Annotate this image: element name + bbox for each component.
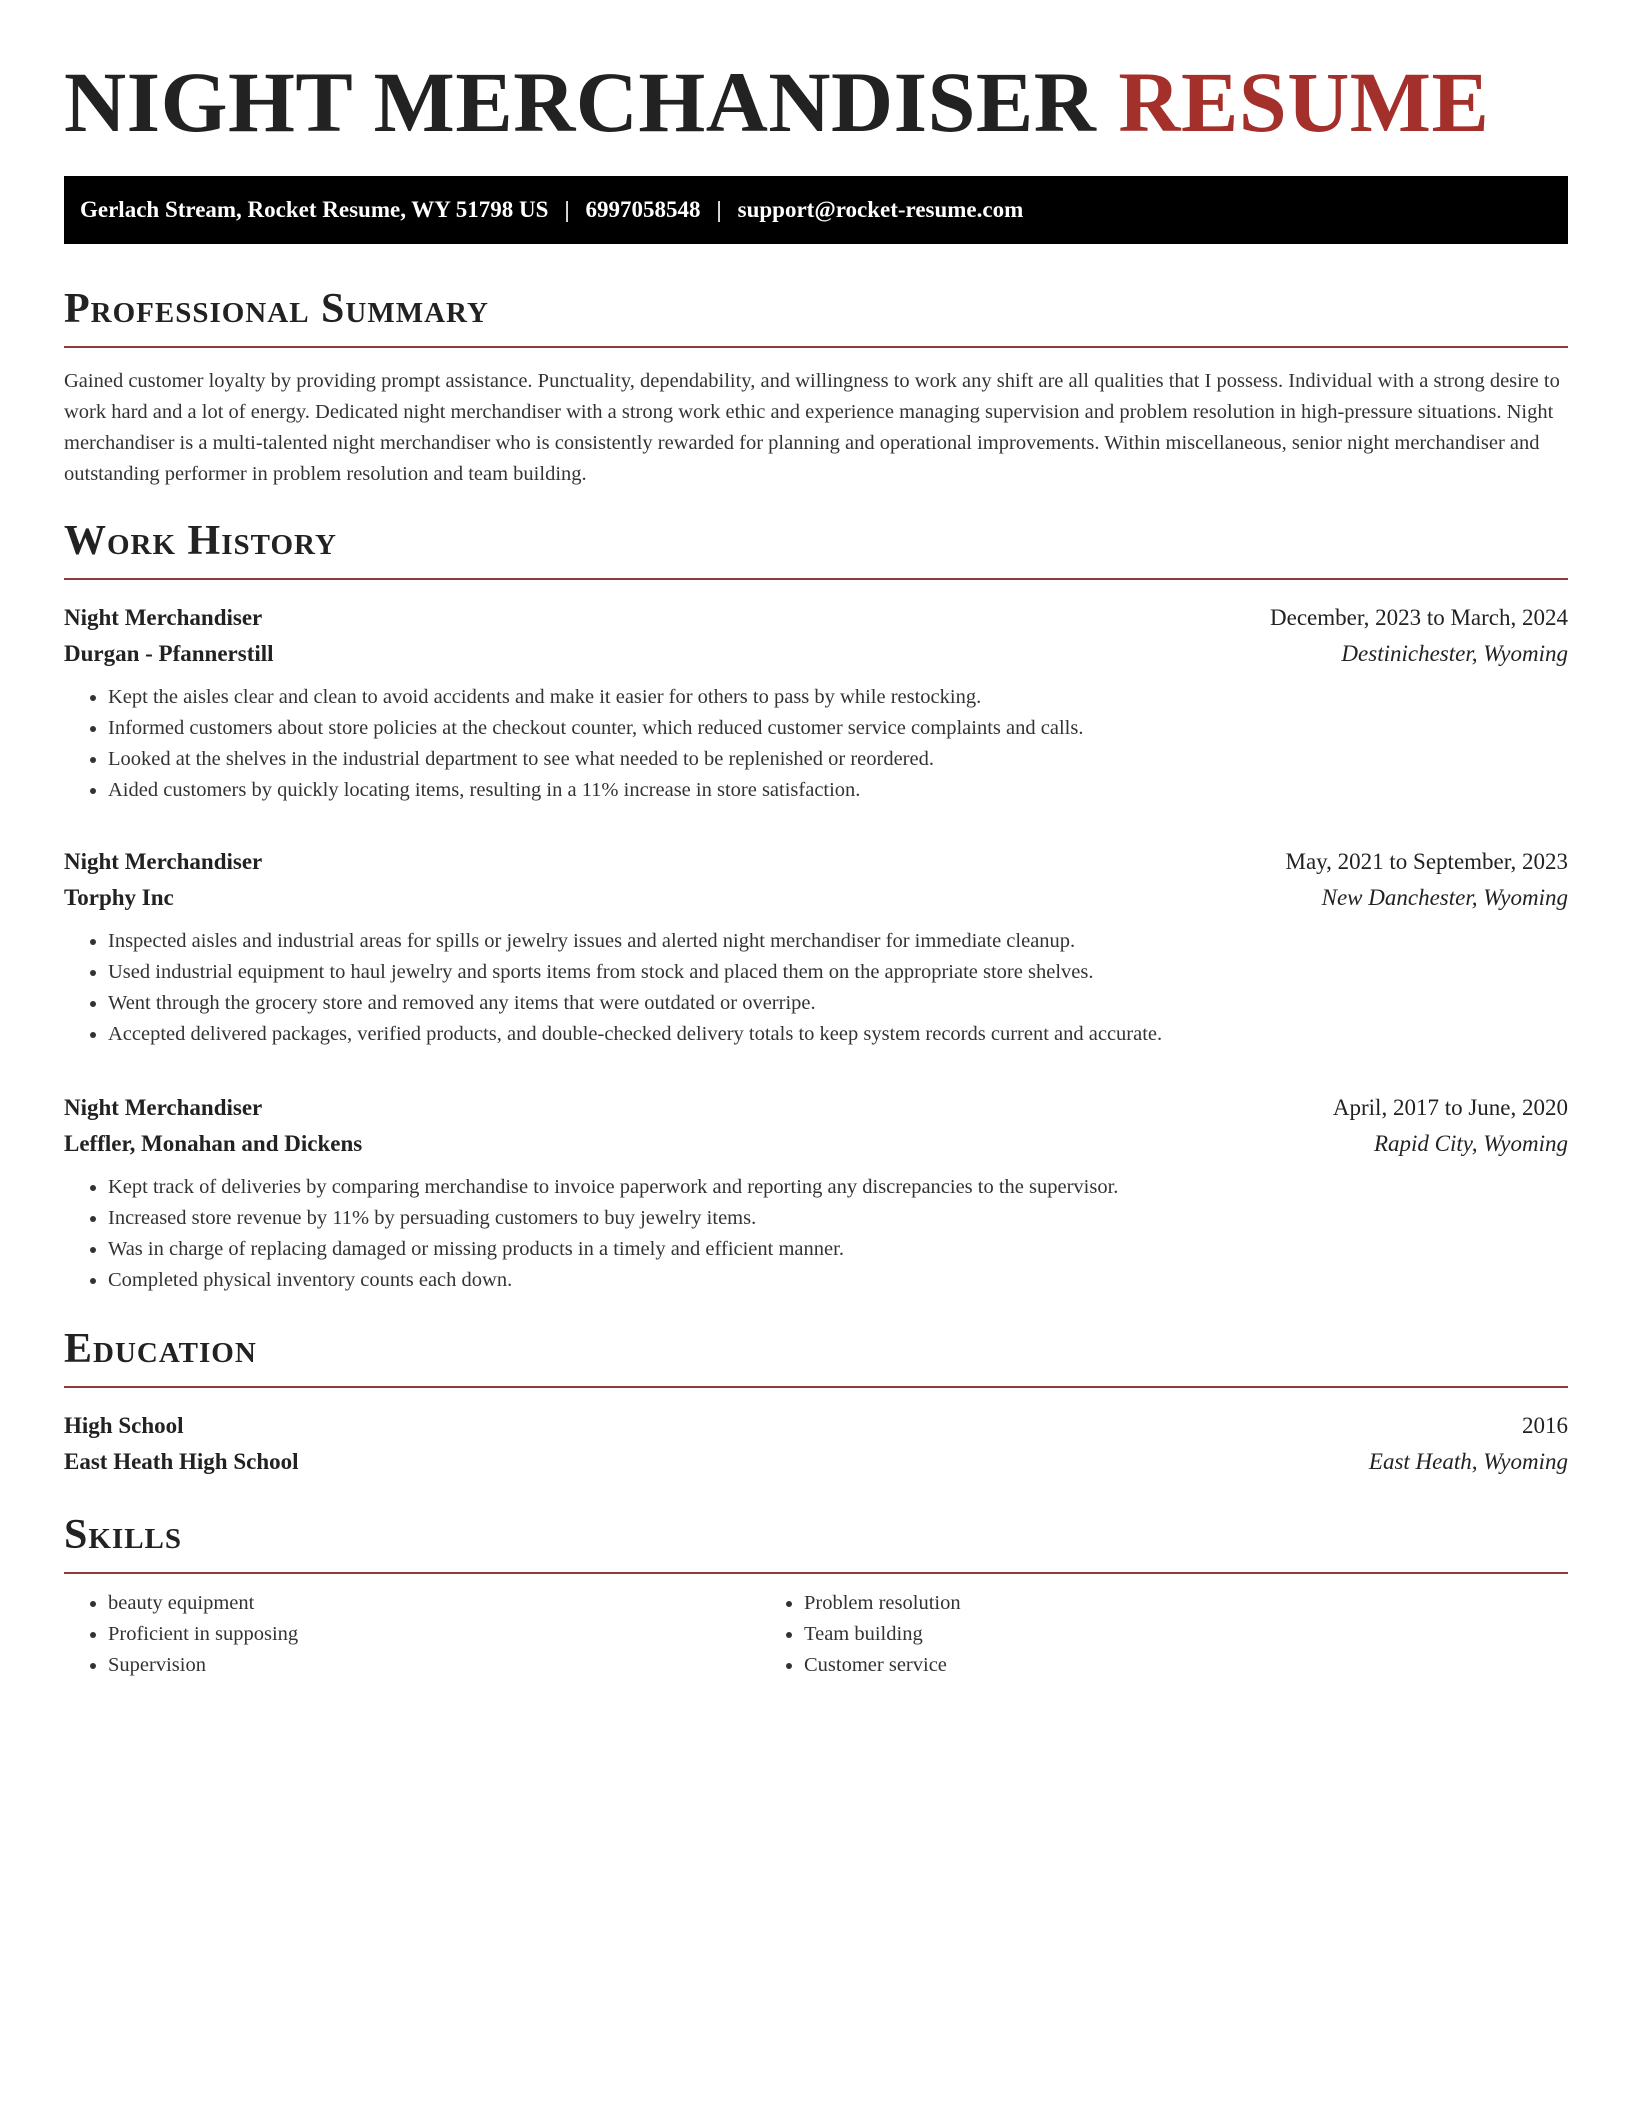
- job-bullet: • Looked at the shelves in the industrial department to see what needed to be replenished or reordered.: [108, 744, 1568, 775]
- education-school: East Heath High School: [64, 1449, 299, 1474]
- skill-item: • Problem resolution: [804, 1588, 1456, 1619]
- job-entry: [64, 844, 1568, 1050]
- job-bullet: • Increased store revenue by 11% by persuading customers to buy jewelry items.: [108, 1203, 1568, 1234]
- contact-phone[interactable]: 6997058548: [585, 197, 701, 222]
- education-header: [64, 1408, 1568, 1444]
- contact-bar: [64, 176, 1568, 244]
- skill-item: • Team building: [804, 1619, 1456, 1650]
- job-bullets: [64, 926, 1568, 1050]
- contact-separator: |: [564, 197, 570, 222]
- job-title: Night Merchandiser: [64, 849, 263, 874]
- job-bullet: • Went through the grocery store and removed any items that were outdated or overripe.: [108, 988, 1568, 1019]
- education-location: East Heath, Wyoming: [1368, 1449, 1568, 1474]
- job-entry: [64, 600, 1568, 806]
- skill-item: • Proficient in supposing: [108, 1619, 760, 1650]
- job-location: Destinichester, Wyoming: [1341, 641, 1568, 666]
- title-accent: RESUME: [1118, 54, 1490, 150]
- job-bullet: • Informed customers about store policies at the checkout counter, which reduced customer service complaints and calls.: [108, 713, 1568, 744]
- skills-list: [64, 1588, 1568, 1681]
- job-subheader: [64, 880, 1568, 916]
- job-bullet: • Completed physical inventory counts each down.: [108, 1265, 1568, 1296]
- section-heading-work-history: Work History: [64, 518, 337, 564]
- section-divider: [64, 578, 1568, 580]
- education-degree: High School: [64, 1413, 184, 1438]
- job-bullet: • Aided customers by quickly locating items, resulting in a 11% increase in store satisfaction.: [108, 775, 1568, 806]
- job-bullet: • Accepted delivered packages, verified products, and double-checked delivery totals to keep system records current and accurate.: [108, 1019, 1568, 1050]
- skills-column-right: [760, 1588, 1456, 1681]
- contact-separator: |: [716, 197, 722, 222]
- contact-address: Gerlach Stream, Rocket Resume, WY 51798 US: [80, 197, 549, 222]
- job-bullet: • Was in charge of replacing damaged or missing products in a timely and efficient manner.: [108, 1234, 1568, 1265]
- skill-item: • Supervision: [108, 1650, 760, 1681]
- contact-email[interactable]: support@rocket-resume.com: [737, 197, 1024, 222]
- job-entry: [64, 1090, 1568, 1296]
- section-divider: [64, 346, 1568, 348]
- job-location: Rapid City, Wyoming: [1373, 1131, 1568, 1156]
- resume-title: [64, 0, 1568, 166]
- job-bullets: [64, 682, 1568, 806]
- job-bullets: [64, 1172, 1568, 1296]
- job-header: [64, 844, 1568, 880]
- job-subheader: [64, 636, 1568, 672]
- section-heading-education: Education: [64, 1326, 257, 1372]
- job-company: Durgan - Pfannerstill: [64, 641, 274, 666]
- job-company: Leffler, Monahan and Dickens: [64, 1131, 363, 1156]
- job-dates: April, 2017 to June, 2020: [1332, 1095, 1568, 1120]
- job-bullet: • Used industrial equipment to haul jewelry and sports items from stock and placed them on the appropriate store shelves.: [108, 957, 1568, 988]
- section-divider: [64, 1386, 1568, 1388]
- skill-item: • beauty equipment: [108, 1588, 760, 1619]
- job-dates: December, 2023 to March, 2024: [1270, 605, 1568, 630]
- job-dates: May, 2021 to September, 2023: [1285, 849, 1568, 874]
- job-title: Night Merchandiser: [64, 1095, 263, 1120]
- job-company: Torphy Inc: [64, 885, 174, 910]
- education-entry: [64, 1408, 1568, 1480]
- job-bullet: • Kept track of deliveries by comparing merchandise to invoice paperwork and reporting any discrepancies to the supervisor.: [108, 1172, 1568, 1203]
- job-subheader: [64, 1126, 1568, 1162]
- job-location: New Danchester, Wyoming: [1321, 885, 1568, 910]
- job-bullet: • Kept the aisles clear and clean to avoid accidents and make it easier for others to pass by while restocking.: [108, 682, 1568, 713]
- section-heading-skills: Skills: [64, 1512, 183, 1558]
- job-bullet: • Inspected aisles and industrial areas for spills or jewelry issues and alerted night merchandiser for immediate cleanup.: [108, 926, 1568, 957]
- education-subheader: [64, 1444, 1568, 1480]
- title-main: NIGHT MERCHANDISER: [64, 54, 1097, 150]
- education-year: 2016: [1522, 1413, 1568, 1438]
- section-heading-summary: Professional Summary: [64, 286, 489, 332]
- section-divider: [64, 1572, 1568, 1574]
- job-header: [64, 1090, 1568, 1126]
- skill-item: • Customer service: [804, 1650, 1456, 1681]
- summary-text: Gained customer loyalty by providing prompt assistance. Punctuality, dependability, and willingness to work any shift are all qualities that I possess. Individual with a strong desire to work hard and a lot of energy. Dedicated night merchandiser with a strong work ethic and experience managing supervision and problem resolution in high-pressure situations. Night merchandiser is a multi-talented night merchandiser who is consistently rewarded for planning and operational improvements. Within miscellaneous, senior night merchandiser and outstanding performer in problem resolution and team building.: [64, 370, 1560, 485]
- job-header: [64, 600, 1568, 636]
- skills-column-left: [64, 1588, 760, 1681]
- job-title: Night Merchandiser: [64, 605, 263, 630]
